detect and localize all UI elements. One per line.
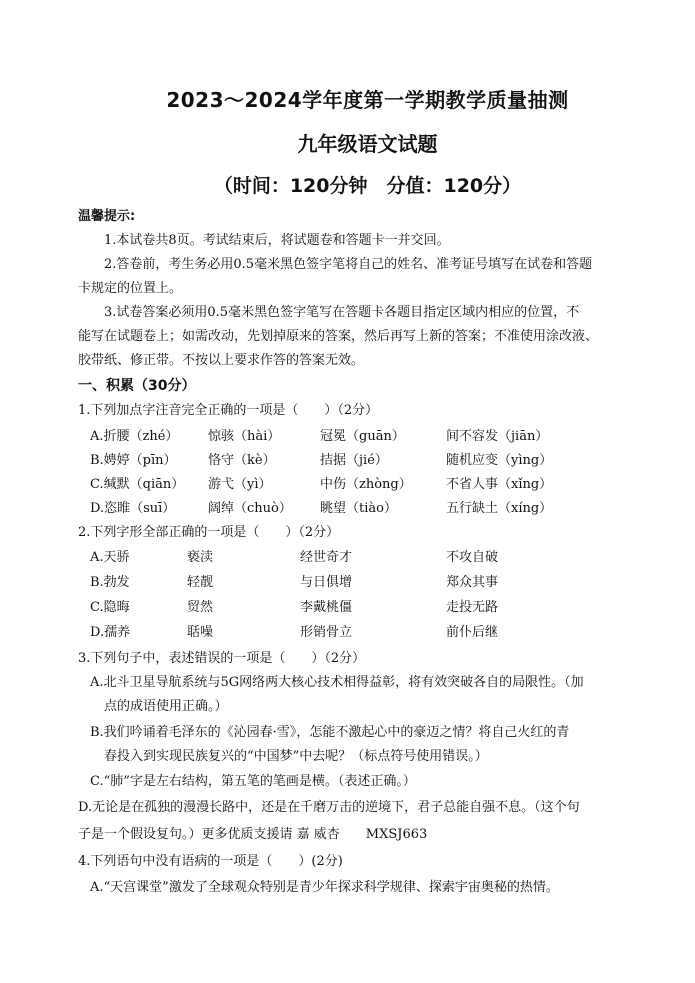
- q1-option-d: D.恣睢（suī）: [90, 501, 176, 516]
- q3-option-a-cont: 点的成语使用正确。）: [104, 699, 228, 714]
- q1-option-b-4: 随机应变（yìng）: [446, 453, 553, 468]
- q1-option-b-3: 拮据（jié）: [320, 453, 388, 468]
- q4-stem: 4.下列语句中没有语病的一项是（ ）(2分): [78, 854, 343, 869]
- exam-subtitle: 九年级语文试题: [297, 132, 438, 156]
- q1-option-c: C.缄默（qiān）: [90, 477, 185, 492]
- q2-option-b-4: 郑众其事: [446, 575, 499, 590]
- q1-option-c-3: 中伤（zhòng）: [320, 477, 412, 492]
- q1-option-b-2: 恪守（kè）: [208, 453, 276, 468]
- section-heading-accumulation: 一、积累（30分）: [78, 378, 196, 394]
- q3-option-d-cont: 子是一个假设复句。）更多优质支援请 嘉 威杏 MXSJ663: [78, 827, 428, 842]
- q2-option-d-4: 前仆后继: [446, 625, 499, 640]
- q2-option-b: B.勃发: [90, 575, 130, 590]
- notice-item-3-end: 胶带纸、修正带。不按以上要求作答的答案无效。: [78, 353, 365, 368]
- notice-item-3-cont: 能写在试题卷上；如需改动，先划掉原来的答案，然后再写上新的答案；不准使用涂改液、: [78, 329, 599, 344]
- notice-item-3: 3.试卷答案必须用0.5毫米黑色签字笔写在答题卡各题目指定区域内相应的位置，不: [104, 305, 580, 320]
- notice-item-2: 2.答卷前，考生务必用0.5毫米黑色签字笔将自己的姓名、准考证号填写在试卷和答题: [104, 257, 593, 272]
- q3-stem: 3.下列句子中，表述错误的一项是（ ）（2分）: [78, 651, 366, 666]
- notice-item-2-cont: 卡规定的位置上。: [78, 281, 183, 296]
- q2-option-a-3: 经世奇才: [300, 550, 353, 565]
- exam-title: 2023～2024学年度第一学期教学质量抽测: [166, 88, 569, 112]
- q1-option-c-4: 不省人事（xǐng）: [446, 477, 553, 492]
- q2-option-d-2: 聒噪: [187, 625, 214, 640]
- q2-option-a: A.天骄: [90, 550, 130, 565]
- q2-option-b-2: 轻靓: [187, 575, 214, 590]
- q2-option-a-2: 亵渎: [187, 550, 214, 565]
- q1-option-a-3: 冠冕（guān）: [320, 429, 405, 444]
- q1-stem: 1.下列加点字注音完全正确的一项是（ ）（2分）: [78, 403, 379, 418]
- q4-option-a: A.“天宫课堂”激发了全球观众特别是青少年探求科学规律、探索宇宙奥秘的热情。: [90, 880, 559, 895]
- q2-option-c-2: 贸然: [187, 600, 214, 615]
- q1-option-d-2: 阔绰（chuò）: [208, 501, 292, 516]
- notice-heading: 温馨提示:: [78, 209, 136, 224]
- q1-option-c-2: 游弋（yì）: [208, 477, 272, 492]
- q1-option-a-2: 惊骇（hài）: [208, 429, 281, 444]
- q1-option-d-3: 眺望（tiào）: [320, 501, 397, 516]
- q3-option-a: A.北斗卫星导航系统与5G网络两大核心技术相得益彰，将有效突破各自的局限性。（加: [90, 675, 584, 690]
- q2-stem: 2.下列字形全部正确的一项是（ ）（2分）: [78, 525, 340, 540]
- q3-option-b-cont: 春投入到实现民族复兴的“中国梦”中去呢？（标点符号使用错误。）: [104, 749, 488, 764]
- q3-option-b: B.我们吟诵着毛泽东的《沁园春·雪》，怎能不激起心中的豪迈之情？将自己火红的青: [90, 725, 570, 740]
- q3-option-c: C.“肺”字是左右结构，第五笔的笔画是横。（表述正确。）: [90, 774, 416, 789]
- q1-option-a: A.折腰（zhé）: [90, 429, 179, 444]
- notice-item-1: 1.本试卷共8页。考试结束后，将试题卷和答题卡一并交回。: [104, 233, 450, 248]
- q2-option-a-4: 不攻自破: [446, 550, 499, 565]
- q1-option-a-4: 间不容发（jiān）: [446, 429, 549, 444]
- q2-option-c-3: 李戴桃僵: [300, 600, 353, 615]
- q2-option-d-3: 形销骨立: [300, 625, 353, 640]
- q2-option-c: C.隐晦: [90, 600, 130, 615]
- q2-option-d: D.孺养: [90, 625, 131, 640]
- time-score-line: （时间：120分钟 分值：120分）: [213, 175, 522, 197]
- q3-option-d: D.无论是在孤独的漫漫长路中，还是在千磨万击的逆境下，君子总能自强不息。（这个句: [78, 800, 580, 815]
- q2-option-c-4: 走投无路: [446, 600, 499, 615]
- q1-option-b: B.娉婷（pīn）: [90, 453, 177, 468]
- q1-option-d-4: 五行缺土（xíng）: [446, 501, 553, 516]
- q2-option-b-3: 与日俱增: [300, 575, 353, 590]
